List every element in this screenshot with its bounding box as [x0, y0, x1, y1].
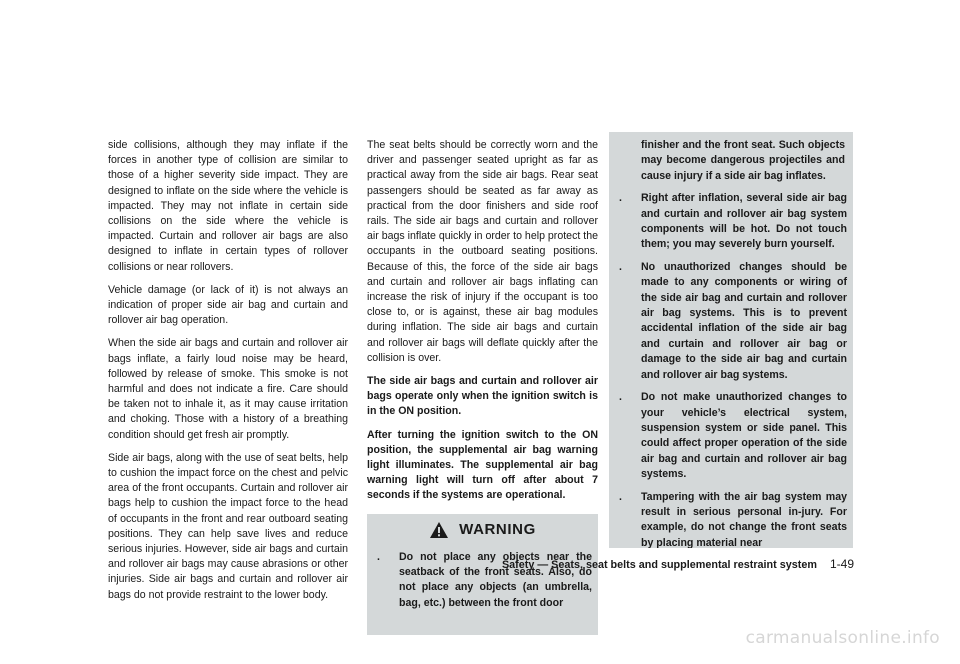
bullet: . [619, 490, 622, 503]
page-footer [0, 557, 854, 571]
paragraph: When the side air bags and curtain and rollover air bags inflate, a fairly loud noise may be heard, followed by release of smoke. This smoke is not harmful and does not indicate a fire. Care should be taken not to inhale it, as it may cause irritation and choking. Those with a history of a breathing condition should get fresh air promptly. [108, 337, 348, 441]
section-title: Safety — Seats, seat belts and supplemental restraint system [501, 559, 817, 571]
warning-header [367, 514, 598, 546]
bullet: . [619, 260, 622, 273]
warning-item [609, 191, 847, 253]
paragraph: side collisions, although they may inflate if the forces in another type of collision are similar to those of a higher severity side impact. They are designed to inflate on the side where the vehicle is impacted. They may not inflate in certain side collisions on the side where the vehicle is impacted. Curtain and rollover air bags are also designed to inflate in certain types of rollover collisions or near rollovers. [108, 139, 348, 273]
watermark: carmanualsonline.info [745, 628, 940, 648]
bullet: . [377, 550, 380, 563]
paragraph: Side air bags, along with the use of seat belts, help to cushion the impact force on the chest and pelvic area of the front occupants. Curtain and rollover air bags help to cushion the impact force to the head of occupants in the front and rear outboard seating positions. They can help save lives and reduce serious injuries. However, side air bags and curtain and rollover air bags may cause abrasions or other injuries. Side air bags and curtain and rollover air bags do not provide restraint to the lower body. [108, 451, 348, 601]
text-column-left [108, 138, 348, 611]
warning-item-text: Tampering with the air bag system may result in serious personal in-jury. For example, do not change the front seats by placing material near [641, 490, 847, 548]
warning-item-text: Do not place any objects near the seatback of the front seats. Also, do not place any objects (an umbrella, bag, etc.) between the front door [399, 550, 592, 609]
page-number: 1-49 [829, 557, 854, 571]
warning-item-text: Right after inflation, several side air bag and curtain and rollover air bag system components will be hot. Do not touch them; you may severely burn yourself. [641, 192, 847, 251]
warning-list [367, 546, 598, 612]
warning-list [609, 191, 853, 548]
bold-paragraph: After turning the ignition switch to the ON position, the supplemental air bag warning light illuminates. The supplemental air bag warning light will turn off after about 7 seconds if the systems are operational. [367, 428, 598, 502]
warning-box-part-2 [609, 132, 853, 548]
warning-item-continuation: finisher and the front seat. Such objects may become dangerous projectiles and cause injury if a side air bag inflates. [641, 139, 845, 182]
bullet: . [619, 192, 622, 205]
warning-item-text: Do not make unauthorized changes to your vehicle’s electrical system, suspension system or side panel. This could affect proper operation of the side air bag and curtain and rollover air bag systems. [641, 391, 847, 481]
warning-title: WARNING [459, 521, 536, 539]
bullet: . [619, 391, 622, 404]
warning-item [609, 390, 847, 482]
warning-triangle-icon [429, 521, 449, 539]
bold-paragraph: The side air bags and curtain and rollover air bags operate only when the ignition switch is in the ON position. [367, 375, 598, 418]
paragraph: The seat belts should be correctly worn and the driver and passenger seated upright as far as practical away from the side air bags. Rear seat passengers should be seated as far away as practical from the door finishers and side roof rails. The side air bags and curtain and rollover air bags inflate quickly in order to help protect the occupants in the outboard seating positions. Because of this, the force of the side air bags and curtain and rollover air bags inflating can increase the risk of injury if the occupant is too close to, or is against, these air bag modules during inflation. The side air bags and curtain and rollover air bags will deflate quickly after the collision is over. [367, 139, 598, 364]
warning-item-text: No unauthorized changes should be made to any components or wiring of the side air bag and curtain and rollover air bag systems. This is to prevent accidental inflation of the side air bag and curtain and rollover air bag or damage to the side air bag and curtain and rollover air bag systems. [641, 260, 847, 381]
paragraph: Vehicle damage (or lack of it) is not always an indication of proper side air bag and curtain and rollover air bag operation. [108, 283, 348, 327]
warning-item [609, 260, 847, 383]
warning-item [609, 490, 847, 548]
